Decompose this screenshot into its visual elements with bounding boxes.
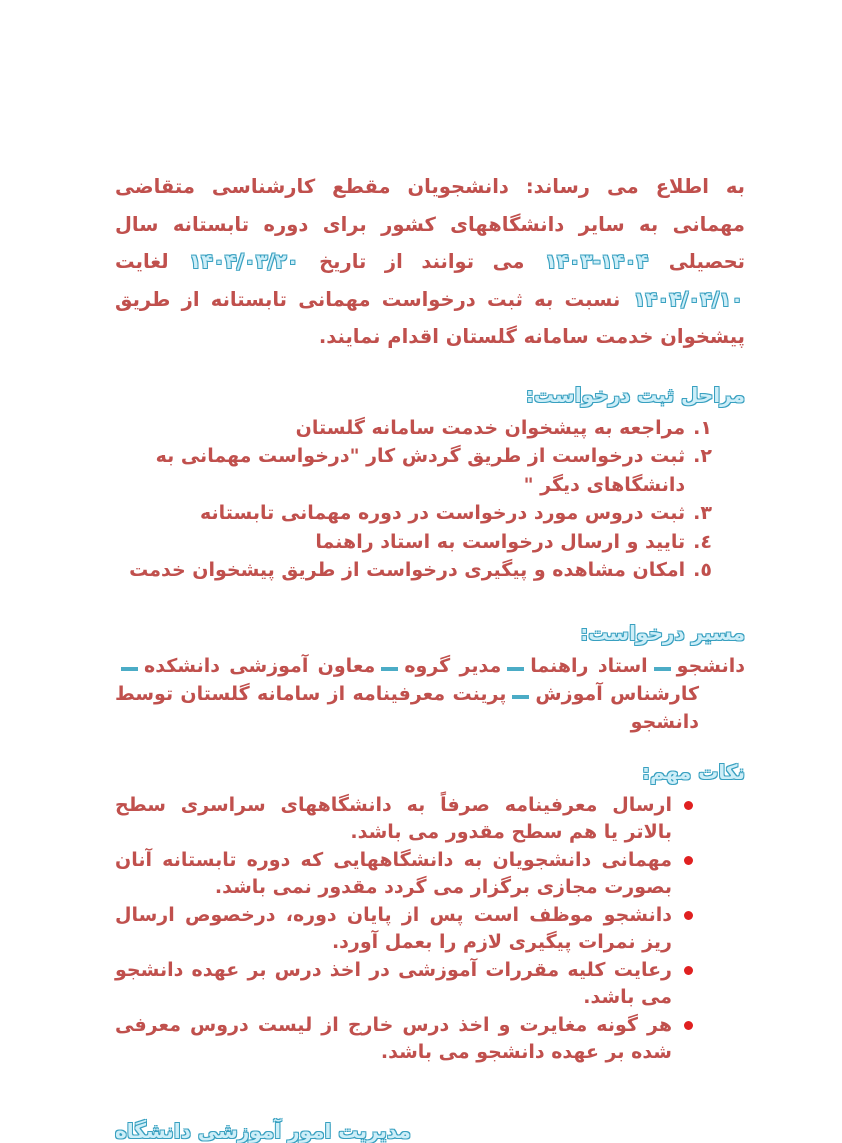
notes-list (115, 792, 717, 1067)
signature: مدیریت امور آموزشی دانشگاه (115, 1118, 411, 1143)
note-text: ارسال معرفینامه صرفاً به دانشگاههای سراسری سطح بالاتر یا هم سطح مقدور می باشد. (115, 793, 672, 843)
step-item (115, 499, 712, 528)
step-text: امکان مشاهده و پیگیری درخواست از طریق پیشخوان خدمت (129, 559, 686, 581)
step-number: ٥. (693, 559, 712, 581)
intro-text: لغایت (115, 250, 188, 273)
request-path (115, 652, 745, 736)
path-separator-icon (381, 667, 398, 671)
intro-text: نسبت به ثبت درخواست مهمانی تابستانه از طریق پیشخوان خدمت سامانه گلستان اقدام نمایند. (115, 287, 745, 348)
path-node: استاد راهنما (530, 654, 648, 677)
step-text: ثبت دروس مورد درخواست در دوره مهمانی تابستانه (199, 502, 686, 524)
intro-text: به اطلاع می رساند: دانشجویان مقطع کارشناسی متقاضی مهمانی به سایر دانشگاههای کشور برای دوره تابستانه سال تحصیلی (115, 175, 746, 273)
path-node: معاون آموزشی دانشکده (144, 654, 376, 677)
step-item (115, 414, 712, 443)
path-separator-icon (512, 695, 529, 699)
document-content (115, 0, 745, 1143)
path-node: پرینت معرفینامه از سامانه گلستان توسط دانشجو (115, 682, 699, 733)
step-item (115, 442, 712, 499)
note-text: مهمانی دانشجویان به دانشگاههایی که دوره تابستانه آنان بصورت مجازی برگزار می گردد مقدور نمی باشد. (115, 848, 672, 898)
intro-paragraph (115, 168, 745, 356)
highlight-date: ۱۴۰۴/۰۴/۱۰ (633, 287, 743, 311)
step-text: تایید و ارسال درخواست به استاد راهنما (315, 530, 686, 553)
note-item (115, 792, 717, 847)
intro-text: می توانند از تاریخ (300, 250, 543, 273)
bullet-icon (684, 911, 693, 920)
note-item (115, 1012, 717, 1067)
bullet-icon (684, 801, 693, 810)
bullet-icon (684, 856, 693, 865)
note-item (115, 957, 717, 1012)
path-heading: مسیر درخواست: (580, 620, 745, 645)
bullet-icon (684, 966, 693, 975)
note-text: رعایت کلیه مقررات آموزشی در اخذ درس بر عهده دانشجو می باشد. (115, 958, 672, 1008)
step-number: ١. (693, 416, 712, 439)
path-separator-icon (121, 667, 138, 671)
path-node: مدیر گروه (404, 654, 502, 677)
step-text: ثبت درخواست از طریق گردش کار "درخواست مهمانی به دانشگاهای دیگر " (155, 445, 686, 496)
step-number: ٢. (693, 445, 712, 467)
step-number: ٤. (693, 530, 712, 553)
bullet-icon (684, 1021, 693, 1030)
steps-heading: مراحل ثبت درخواست: (525, 382, 745, 407)
note-item (115, 847, 717, 902)
path-separator-icon (654, 667, 671, 671)
steps-list (115, 414, 712, 585)
highlight-date: ۱۴۰۳-۱۴۰۴ (544, 250, 649, 273)
path-separator-icon (507, 667, 524, 671)
step-text: مراجعه به پیشخوان خدمت سامانه گلستان (295, 416, 686, 439)
note-text: دانشجو موظف است پس از پایان دوره، درخصوص ارسال ریز نمرات پیگیری لازم را بعمل آورد. (115, 903, 672, 953)
notes-heading: نکات مهم: (642, 759, 745, 784)
step-item (115, 528, 712, 557)
highlight-date: ۱۴۰۴/۰۳/۲۰ (189, 250, 299, 273)
step-number: ٣. (693, 502, 712, 524)
note-item (115, 902, 717, 957)
path-node: دانشجو (676, 654, 745, 677)
note-text: هر گونه مغایرت و اخذ درس خارج از لیست دروس معرفی شده بر عهده دانشجو می باشد. (115, 1013, 672, 1063)
step-item (115, 556, 712, 585)
path-node: کارشناس آموزش (535, 682, 700, 705)
